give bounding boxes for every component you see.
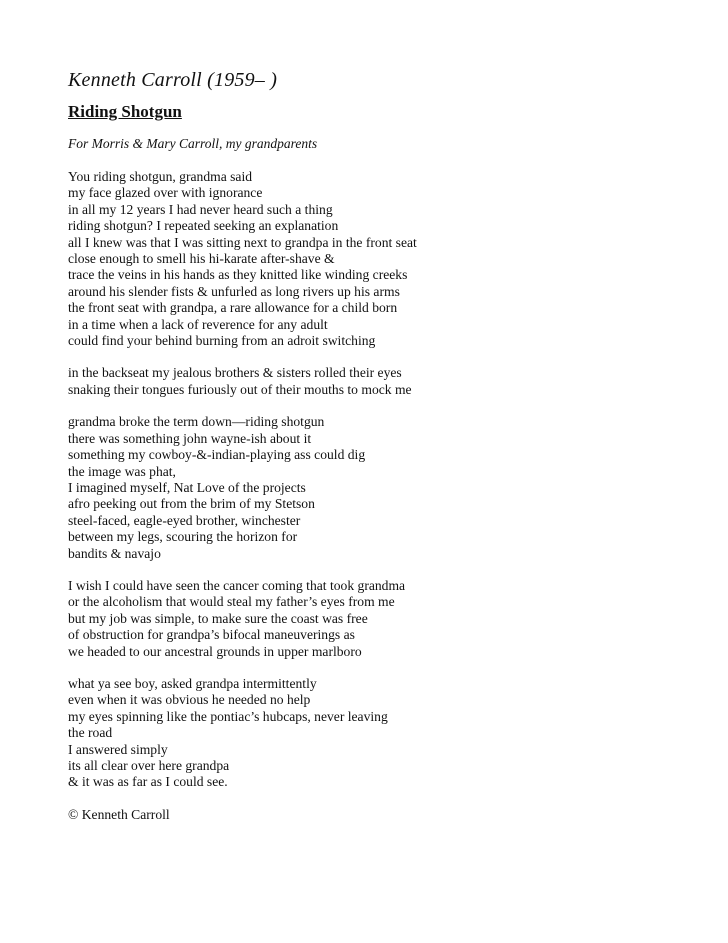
poem-line: snaking their tongues furiously out of their mouths to mock me (68, 381, 412, 397)
poem-line: around his slender fists & unfurled as long rivers up his arms (68, 283, 400, 299)
poem-line: You riding shotgun, grandma said (68, 169, 253, 184)
stanza (68, 365, 708, 398)
stanza (68, 169, 708, 349)
poem-line: all I knew was that I was sitting next to grandpa in the front seat (68, 234, 417, 250)
poem-line: we headed to our ancestral grounds in upper marlboro (68, 643, 362, 659)
poem-line: between my legs, scouring the horizon for (68, 529, 298, 545)
poem-line: in the backseat my jealous brothers & sisters rolled their eyes (68, 365, 402, 381)
copyright-notice: © Kenneth Carroll (68, 806, 170, 822)
poem-line: trace the veins in his hands as they knitted like winding creeks (68, 267, 408, 283)
poem-line: bandits & navajo (68, 545, 161, 561)
poem-line: but my job was simple, to make sure the coast was free (68, 610, 368, 626)
poem-line: in all my 12 years I had never heard such a thing (68, 201, 333, 217)
poem-page (68, 68, 708, 823)
poem-line: afro peeking out from the brim of my Stetson (68, 496, 315, 512)
stanza (68, 578, 708, 660)
poem-line: I imagined myself, Nat Love of the projects (68, 479, 306, 495)
poem-title: Riding Shotgun (68, 102, 182, 121)
stanza (68, 414, 708, 562)
poem-line: its all clear over here grandpa (68, 758, 230, 773)
stanza (68, 676, 708, 791)
poem-line: I answered simply (68, 741, 168, 757)
poem-line: close enough to smell his hi-karate after-shave & (68, 251, 335, 267)
poem-line: my face glazed over with ignorance (68, 185, 263, 201)
poem-line: there was something john wayne-ish about it (68, 430, 312, 446)
author-heading: Kenneth Carroll (1959– ) (68, 69, 278, 91)
poem-line: the image was phat, (68, 463, 176, 479)
poem-line: the front seat with grandpa, a rare allowance for a child born (68, 300, 398, 316)
poem-line: in a time when a lack of reverence for any adult (68, 316, 328, 332)
poem-line: grandma broke the term down—riding shotgun (68, 414, 325, 430)
poem-line: or the alcoholism that would steal my father’s eyes from me (68, 594, 395, 610)
poem-line: steel-faced, eagle-eyed brother, winchester (68, 512, 301, 528)
poem-body (68, 169, 708, 791)
poem-line: even when it was obvious he needed no help (68, 692, 311, 708)
poem-line: of obstruction for grandpa’s bifocal maneuverings as (68, 627, 355, 643)
poem-line: my eyes spinning like the pontiac’s hubcaps, never leaving (68, 708, 388, 724)
poem-line: could find your behind burning from an adroit switching (68, 333, 376, 349)
poem-line: I wish I could have seen the cancer coming that took grandma (68, 577, 406, 593)
poem-line: something my cowboy-&-indian-playing ass could dig (68, 447, 366, 463)
poem-line: riding shotgun? I repeated seeking an explanation (68, 218, 339, 234)
poem-line: what ya see boy, asked grandpa intermittently (68, 675, 317, 691)
dedication: For Morris & Mary Carroll, my grandparents (68, 136, 318, 151)
poem-line: the road (68, 725, 113, 741)
poem-line: & it was as far as I could see. (68, 774, 228, 790)
